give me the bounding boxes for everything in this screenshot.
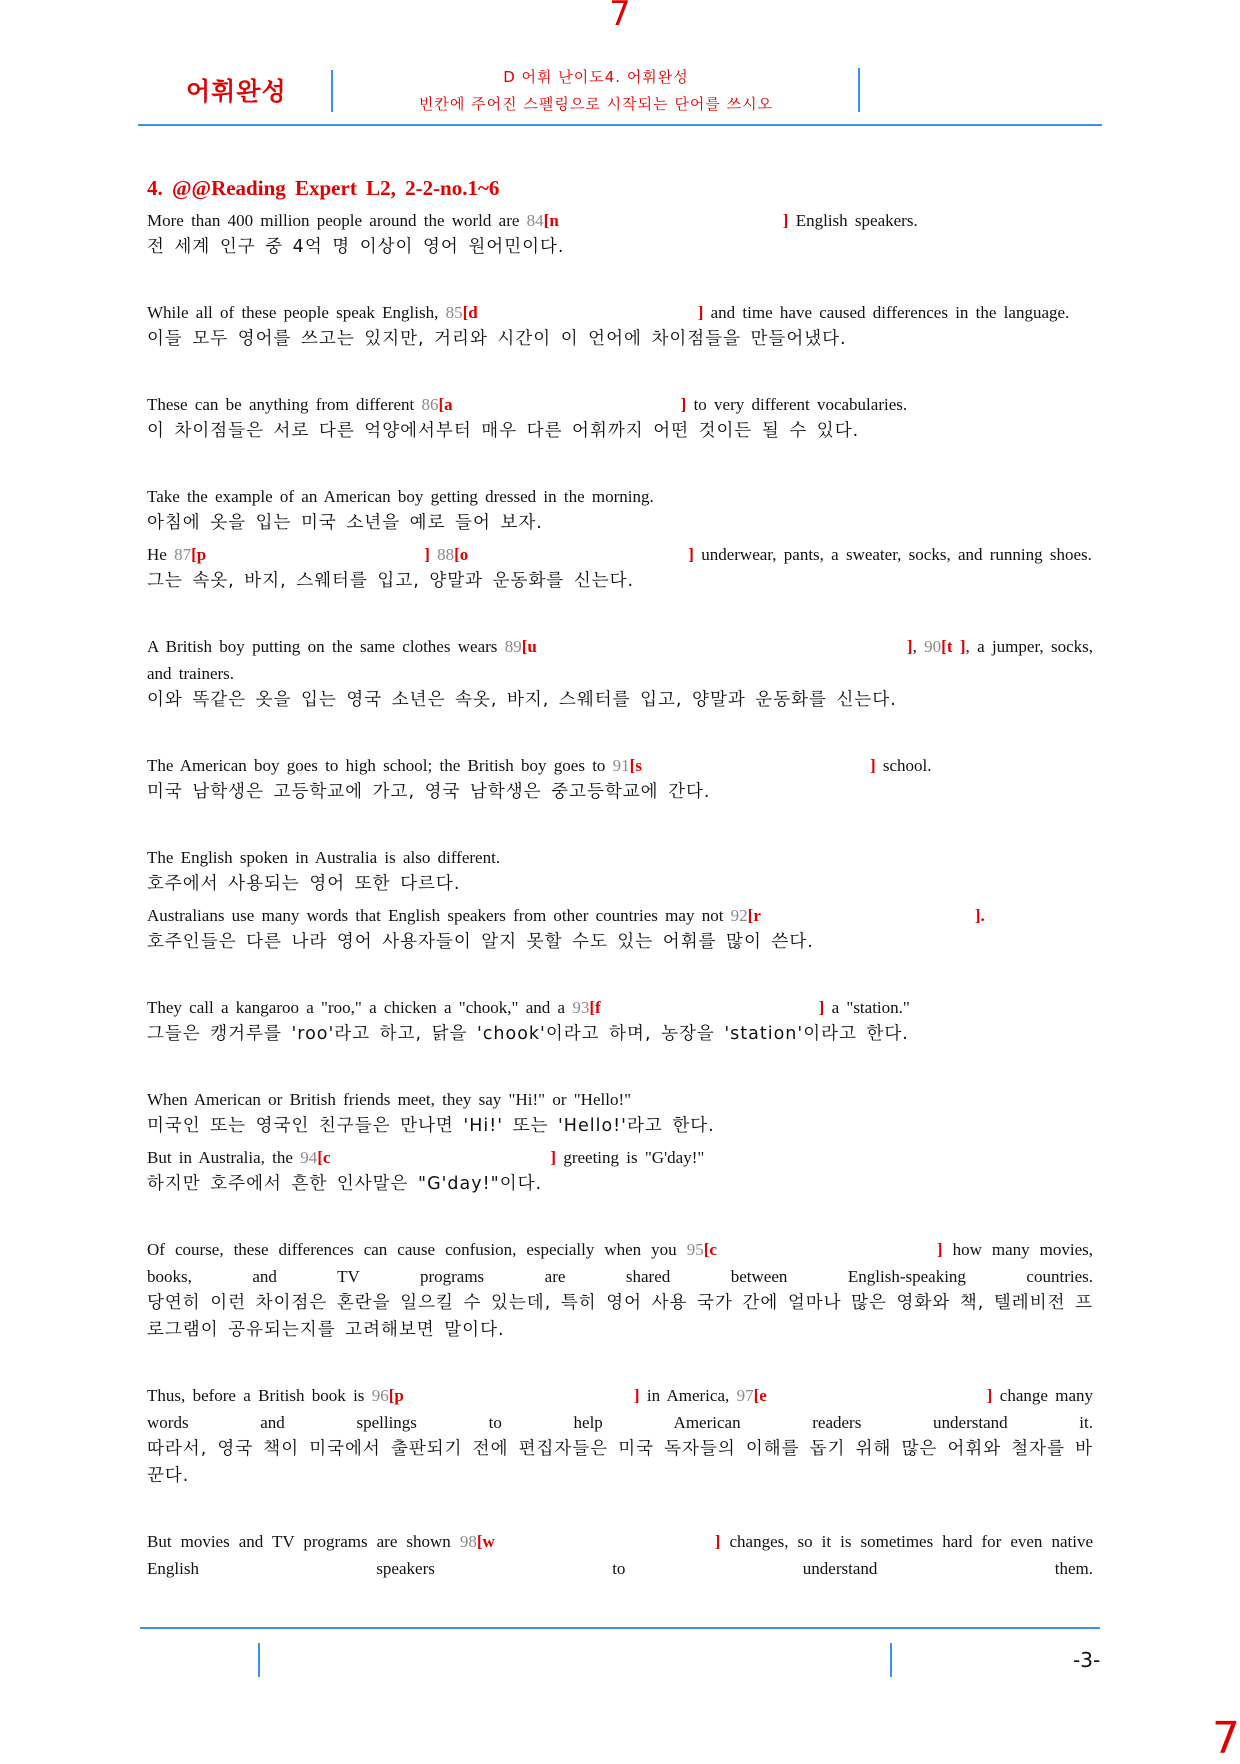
exercise-item (147, 752, 1093, 806)
korean-translation: 미국인 또는 영국인 친구들은 만나면 'Hi!' 또는 'Hello!'라고 한다. (147, 1116, 715, 1136)
blank-number: 91 (612, 756, 630, 775)
exercise-item (147, 1236, 1093, 1344)
korean-translation: 이와 똑같은 옷을 입는 영국 소년은 속옷, 바지, 스웨터를 입고, 양말과 운동화를 신는다. (147, 690, 897, 710)
english-sentence: But in Australia, the 94[c ] greeting is "G'day!" (147, 1148, 705, 1167)
korean-translation: 이 차이점들은 서로 다른 억양에서부터 매우 다른 어휘까지 어떤 것이든 될 수 있다. (147, 421, 860, 441)
blank-open: [p (191, 545, 207, 564)
english-sentence: But movies and TV programs are shown 98[w ] changes, so it is sometimes hard for even native English speakers to understand them. (147, 1532, 1093, 1578)
exercise-item (147, 633, 1093, 714)
exercise-item (147, 391, 1093, 445)
english-sentence: The American boy goes to high school; the British boy goes to 91[s ] school. (147, 756, 932, 775)
blank-open: [c (703, 1240, 717, 1259)
header-divider-left (331, 70, 333, 112)
exercise-item (147, 1086, 1093, 1198)
blank-open: [w (476, 1532, 495, 1551)
korean-translation: 그는 속옷, 바지, 스웨터를 입고, 양말과 운동화를 신는다. (147, 571, 635, 591)
header-subtitle-1: D 어휘 난이도4. 어휘완성 (503, 68, 689, 86)
page-header (138, 60, 1102, 126)
blank-close: ] (688, 545, 694, 564)
blank-number: 96 (371, 1386, 389, 1405)
blank-close: ] (550, 1148, 557, 1167)
korean-translation: 호주인들은 다른 나라 영어 사용자들이 알지 못할 수도 있는 어휘를 많이 쓴다. (147, 932, 814, 952)
blank-number: 93 (572, 998, 590, 1017)
blank-open: [e (753, 1386, 767, 1405)
blank-close: ] (936, 1240, 943, 1259)
blank-number: 86 (421, 395, 439, 414)
blank-number: 88 (437, 545, 455, 564)
blank-close: ] (959, 637, 966, 656)
corner-number: 7 (1212, 1713, 1240, 1764)
english-sentence: Australians use many words that English speakers from other countries may not 92[r ]. (147, 906, 985, 925)
exercise-item (147, 1382, 1093, 1490)
exercise-item (147, 1528, 1093, 1582)
english-sentence: The English spoken in Australia is also different. (147, 848, 501, 867)
blank-open: [p (388, 1386, 404, 1405)
korean-translation: 하지만 호주에서 흔한 인사말은 "G'day!"이다. (147, 1174, 543, 1194)
exercise-item (147, 844, 1093, 956)
worksheet-content (147, 176, 1093, 1620)
english-sentence: A British boy putting on the same clothes wears 89[u ], 90[t ], a jumper, socks, and trainers. (147, 637, 1094, 683)
korean-translation: 아침에 옷을 입는 미국 소년을 예로 들어 보자. (147, 513, 543, 533)
blank-open: [t (941, 637, 953, 656)
korean-translation: 미국 남학생은 고등학교에 가고, 영국 남학생은 중고등학교에 간다. (147, 782, 711, 802)
english-sentence: Of course, these differences can cause confusion, especially when you 95[c ] how many movies, books, and TV programs are shared between English-speaking countries. (147, 1240, 1094, 1286)
korean-translation: 그들은 캥거루를 'roo'라고 하고, 닭을 'chook'이라고 하며, 농장을 'station'이라고 한다. (147, 1024, 909, 1044)
korean-translation: 호주에서 사용되는 영어 또한 다르다. (147, 874, 461, 894)
blank-close: ] (714, 1532, 721, 1551)
blank-open: [o (454, 545, 469, 564)
english-sentence: Thus, before a British book is 96[p ] in America, 97[e ] change many words and spellings to help American readers understand it. (147, 1386, 1093, 1432)
blank-number: 90 (924, 637, 942, 656)
exercise-item (147, 994, 1093, 1048)
exercise-item (147, 483, 1093, 595)
blank-number: 89 (504, 637, 522, 656)
korean-translation: 당연히 이런 차이점은 혼란을 일으킬 수 있는데, 특히 영어 사용 국가 간에 얼마나 많은 영화와 책, 텔레비전 프로그램이 공유되는지를 고려해보면 말이다. (147, 1293, 1093, 1340)
blank-open: [r (747, 906, 761, 925)
header-subtitle-2: 빈칸에 주어진 스펠링으로 시작되는 단어를 쓰시오 (418, 95, 774, 113)
blank-open: [c (317, 1148, 331, 1167)
blank-number: 98 (459, 1532, 477, 1551)
page-number: -3- (1073, 1648, 1101, 1672)
footer-divider-left (258, 1643, 260, 1677)
english-sentence: These can be anything from different 86[a ] to very different vocabularies. (147, 395, 908, 414)
top-page-number: 7 (609, 0, 631, 34)
blank-close: ]. (974, 906, 985, 925)
blank-close: ] (633, 1386, 640, 1405)
blank-close: ] (906, 637, 913, 656)
header-divider-right (858, 68, 860, 112)
english-sentence: When American or British friends meet, they say "Hi!" or "Hello!" (147, 1090, 632, 1109)
footer-rule (140, 1627, 1100, 1629)
section-title: 4. @@Reading Expert L2, 2-2-no.1~6 (147, 176, 500, 200)
blank-number: 85 (445, 303, 463, 322)
blank-open: [d (462, 303, 478, 322)
blank-number: 94 (300, 1148, 318, 1167)
blank-number: 97 (736, 1386, 754, 1405)
blank-number: 92 (730, 906, 748, 925)
english-sentence: They call a kangaroo a "roo," a chicken a "chook," and a 93[f ] a "station." (147, 998, 910, 1017)
blank-close: ] (782, 211, 789, 230)
korean-translation: 이들 모두 영어를 쓰고는 있지만, 거리와 시간이 이 언어에 차이점들을 만들어냈다. (147, 329, 847, 349)
blank-number: 84 (526, 211, 544, 230)
blank-close: ] (818, 998, 825, 1017)
exercise-item (147, 299, 1093, 353)
blank-open: [n (543, 211, 559, 230)
blank-number: 95 (686, 1240, 704, 1259)
exercise-item (147, 207, 1093, 261)
korean-translation: 전 세계 인구 중 4억 명 이상이 영어 원어민이다. (147, 237, 565, 257)
blank-close: ] (986, 1386, 993, 1405)
blank-open: [a (438, 395, 453, 414)
english-sentence: Take the example of an American boy getting dressed in the morning. (147, 487, 654, 506)
blank-open: [f (589, 998, 601, 1017)
blank-close: ] (680, 395, 687, 414)
blank-close: ] (869, 756, 876, 775)
blank-close: ] (424, 545, 430, 564)
blank-close: ] (697, 303, 704, 322)
blank-open: [s (629, 756, 642, 775)
english-sentence: He 87[p ] 88[o ] underwear, pants, a sweater, socks, and running shoes. (147, 545, 1092, 564)
blank-open: [u (521, 637, 537, 656)
english-sentence: While all of these people speak English, 85[d ] and time have caused differences in the language. (147, 303, 1070, 322)
korean-translation: 따라서, 영국 책이 미국에서 출판되기 전에 편집자들은 미국 독자들의 이해를 돕기 위해 많은 어휘와 철자를 바꾼다. (147, 1439, 1093, 1486)
header-tag: 어휘완성 (186, 77, 287, 106)
footer-divider-right (890, 1643, 892, 1677)
blank-number: 87 (174, 545, 192, 564)
english-sentence: More than 400 million people around the world are 84[n ] English speakers. (147, 211, 918, 230)
